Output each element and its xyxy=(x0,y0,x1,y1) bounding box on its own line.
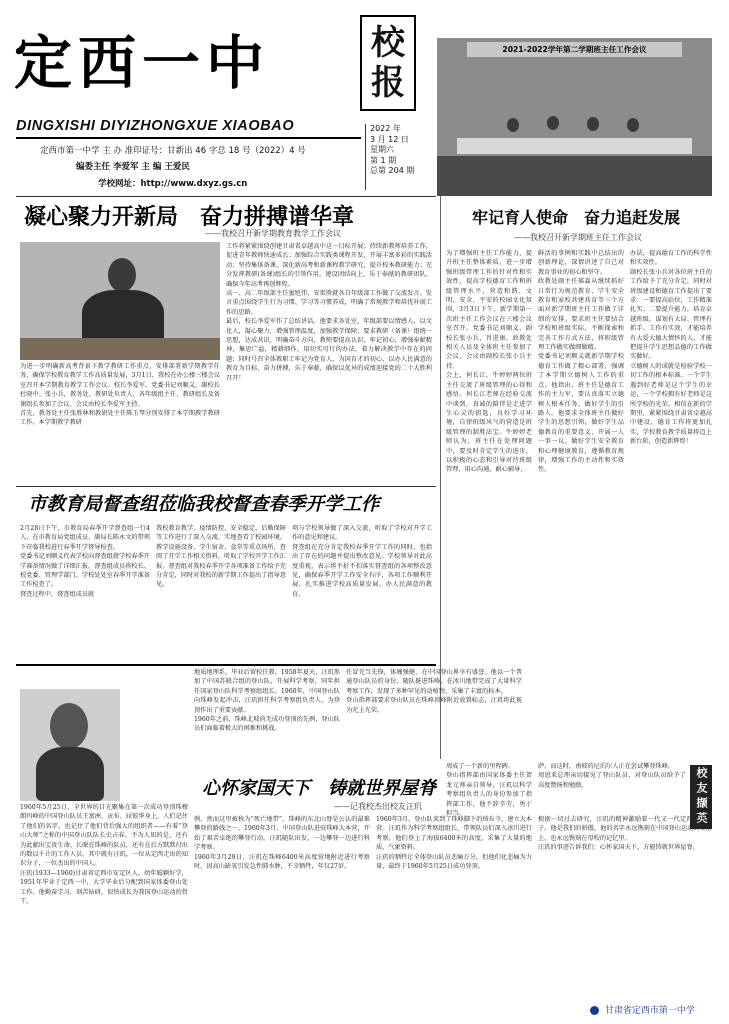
alumni-portrait xyxy=(20,689,120,801)
date-weekday: 星期六 xyxy=(370,145,394,154)
article1-principal-photo xyxy=(20,242,220,360)
article4-headline: 心怀家国天下 铸就世界屋脊 xyxy=(202,778,436,799)
total-issue-number: 总第 204 期 xyxy=(370,166,415,175)
meeting-photo xyxy=(437,38,712,196)
article3-text-col1: 2月28日下午，市教育局春季开学督查组一行4人，在市教育局党组成员、副局长陈永文的带领下莅临我校进行春季开学督导检查。 党委书记刘顺义代表学校向督查组就学校春季开学准备情况做了详细汇报，督查组成员将校长、校党委、管理学部门、学校处处室春季开学准备工作检查了。 督查过程中，督查组成员就 xyxy=(20,525,150,598)
principal-head-icon xyxy=(108,258,136,292)
date-month-day: 3 月 12 日 xyxy=(370,134,409,144)
date-year: 2022 年 xyxy=(370,124,401,133)
meeting-photo-banner: 2021-2022学年第二学期班主任工作会议 xyxy=(467,42,682,57)
article3-text-col2: 我校教育教学、疫情防控、安全稳定、后勤保障等工作进行了深入交流，实地查看了校园环境、教学设施设备、学生宿舍、食堂等重点场所，查阅了开学工作相关资料，听取了学校开学工作汇报。督查组对我校春季开学各项准备工作给予充分肯定，同时对我校的新学期工作提出了指导意见。 xyxy=(156,525,286,589)
xiaobao-char-2: 报 xyxy=(371,63,405,103)
article3-headline: 市教育局督查组莅临我校督查春季开学工作 xyxy=(28,494,380,515)
footer-text: 甘肃省定西市第一中学 xyxy=(604,1006,695,1016)
article3-text-col3: 项与学校领导做了深入交流，听取了学校对开学工作的意见和建议。 督查组在充分肯定我校春季开学工作的同时，也指出了存在的问题并提出整改意见。学校领导对此高度重视，表示将不折不扣落实督查组的各项整改意见，确保春季开学工作安全有序，各项工作顺利开展，扎实推进学校高质量发展，办人民满意的教育。 xyxy=(292,525,432,598)
meeting-photo-person-icon xyxy=(507,118,519,132)
masthead-publisher-line: 定西市第一中学 主 办 准印证号：甘新出 46 字总 18 号（2022）4 号 xyxy=(40,146,306,156)
principal-desk xyxy=(20,338,220,360)
meeting-photo-person-icon xyxy=(627,118,639,132)
article2-text-col3: 办法，提高德育工作的科学性和实效性。 副校长张小兵对各位班主任的工作给予了充分肯定，同时对班级建设和德育工作提出了要求：一要提高站位，工作精准扎实；二要提升能力，培育卓越班级。谋划有大局、管理有抓手、工作有实效，才能培养有大爱大德大情怀的人，才能把提升学生思想品德的工作做实做好。 立德树人的成就是检验学校一切工作的根本标准。一个学生遇到好老师是这个学生的幸运，一个学校拥有好老师是这所学校的光荣。相信在新的学期里，紧紧围绕甘肃省卓越高中建设，德育工作将更加扎实，学校教育教学质量将迈上新台阶，创造新辉煌！ xyxy=(630,250,712,446)
article4-text-b4: 根据一切过去研究，汪玑的精神激励着一代又一代定西一中学子。他是我们的骄傲，他的名字永远镌刻在中国登山运动的史册上，也永远镌刻在母校的记忆里。 汪玑的事迹告诉我们：心怀家国天下，方能铸就世界屋脊。 xyxy=(538,816,712,852)
issue-number: 第 1 期 xyxy=(370,155,397,165)
article4-text-c4: 周成了一个新的里程碑。 登山指挥部由国家体委主任贺龙元帅亲自领导，汪玑以科学考察组负责人的身份参加了指挥部工作，他不辞辛劳，勇于担当。 xyxy=(446,763,532,818)
masthead-website-line: 学校网址：http://www.dxyz.gs.cn xyxy=(98,179,248,189)
footer-school-name xyxy=(590,1003,695,1016)
meeting-photo-person-icon xyxy=(547,116,559,130)
article3-top-rule xyxy=(16,486,436,487)
top-section-rule xyxy=(16,196,436,197)
article2-headline: 牢记育人使命 奋力追赶发展 xyxy=(472,208,681,227)
article4-text-intro: 1960年5月25日，全世界的目光聚集在第一次成功登顶珠穆朗玛峰的中国登山队员王富洲、贡布、屈银华身上，人们记住了他们的名字，也记住了他们背后强大的组织者——有着“登山大师”之称的中国登山队队长史占春。不为人知的是，还有为此献出宝贵生命、长眠在珠峰的队员，还有在后方默默付出的数以千计的工作人员，其中就有汪玑，一位从定西走出的知识分子，一位杰出的中国人。 汪玑(1933—1960)甘肃省定西市安定区人，幼年聪颖好学，1951年毕业于定西一中，大学毕业后分配到国家体委登山处工作。他勤奋学习，刻苦钻研，很快成长为我国登山运动的骨干。 xyxy=(20,804,188,906)
newspaper-title: 定西一中 xyxy=(14,29,271,97)
masthead-editor-line: 编委主任 李爱军 主 编 王爱民 xyxy=(76,162,190,172)
article1-headline: 凝心聚力开新局 奋力拼搏谱华章 xyxy=(24,204,355,230)
article4-text-c2: 地质地理系，毕业后留校任教。1958年夏天，汪玑参加了中国苏联合组的登山队，开展科学考察，同年担任国家登山队科学考察组组长。1960年，中国登山队向珠峰发起冲击，汪玑担任科学考察组负责人，为登顶作出了重要贡献。 1960年之前，珠峰北坡尚无成功登顶的先例，登山队员们面临着极大的困难和挑战。 xyxy=(194,669,340,733)
article2-text-col1: 为了增强班主任工作能力，提升班主任整体素质，进一步增强班级管理工作的针对性和实效性，提高学校德育工作和班级管理水平，营造和谐、文明、安全、平安的校园文化氛围，3月3日下午，新学期第一次班主任工作会议在三楼会议室召开。党委书记刘顺义，副校长张小兵，肖进康，政教处相关人员及全体班主任参加了会议，会议由副校长张小兵主持。 会上，何长江、牛婷婷两位班主任交流了班级管理的心得和感悟。何长江老师在经验交流中谈到，真诚的陪伴是走进学生心灵的钥匙，良好学习环境，自律班级风气的营造是班级管理的制胜法宝。牛婷婷老师认为，班主任在处理问题中，要及时肯定学生的进步，以积极的心态和引导对待班级管理，用心沟通，耐心辅导， xyxy=(446,250,532,474)
article4-text-b3: 1960年3月，登山队来到了珠峰脚下的绒布寺，建立大本营。汪玑作为科学考察组组长，带领队员们深入冰川进行考察，他们登上了海拔6400米的高度，采集了大量的地质、气象资料。 汪玑的牺牲让全体登山队员悲痛万分，但他们化悲痛为力量，最终于1960年5月25日成功登顶。 xyxy=(376,816,532,871)
article2-text-col2: 鲜活的事例和实践中总结出的创新理论，深情讲述了自己对教育事业的初心和坚守。 政教处副主任郝淼从继续抓好日常行为规范教育、学生安全教育和家校共建共育等三个方面对新学期班主任工作做了详细的安排。要求班主任要结合学校和班级实际，不断探索和完善工作方式方法，将班级管理工作做实做细做精。 党委书记刘顺义就新学期学校德育工作做了精心部署，强调了本学期立德树人工作的重点。他指出，班主任是德育工作的主力军，要认真落实立德树人根本任务，做好学生的引路人。他要求全体班主任做好学生的思想引领，做好学生品德教育的重要意义，开展一人一事一议，做好学生安全教育和心理健康教育，遵循教育规律，增强工作的主动性和实效性。 xyxy=(538,250,624,474)
article2-subhead: ——我校召开新学期班主任工作会议 xyxy=(514,233,642,242)
footer-logo-icon xyxy=(590,1006,599,1015)
masthead-date-box xyxy=(365,124,427,190)
article4-text-c5: 萨，而这时，南坡的尼泊尔人正在尝试攀登珠峰。 周恩来总理亲切接见了登山队员，对登山队员给予了高度赞扬和勉励。 xyxy=(538,763,686,789)
masthead-rule xyxy=(16,137,361,139)
meeting-photo-person-icon xyxy=(587,117,599,131)
xiaobao-box xyxy=(360,15,416,111)
alumni-body-icon xyxy=(36,747,104,801)
newspaper-pinyin: DINGXISHI DIYIZHONGXUE XIAOBAO xyxy=(16,118,295,134)
article4-subhead: ——记我校杰出校友汪玑 xyxy=(334,802,422,811)
meeting-photo-table xyxy=(457,138,692,154)
article1-subhead: ——我校召开新学期教育教学工作会议 xyxy=(205,229,341,238)
alumni-head-icon xyxy=(50,703,88,749)
article4-text-b2: 例。然而这里被称为“死亡地带”，珠峰的东北山脊是公认的最难攀登的路线之一。1960年3月，中国登山队进驻珠峰大本营，开始了艰苦卓绝的攀登行动。汪玑随队出发，一边攀登一边进行科学考察。 1960年3月29日，汪玑在珠峰6400米高度营地附近进行考察时，因高山缺氧引发急性肺水肿，不幸牺牲，年仅27岁。 xyxy=(194,816,370,871)
alumni-section-tag: 校友撷英 xyxy=(690,765,712,829)
article1-text-left: 为进一步明确新高考背景下教学教研工作重点，安排部署新学期教学任务，确保学校教育教学工作高质量发展，3月1日，我校在办公楼三楼会议室召开本学期教育教学工作会议。校长李爱军、党委书记刘顺义，副校长杜晓中、张小兵，教务处、教研处负责人、各年级组主任、教研组长及备课组长参加了会议。会议由校长李爱军主持。 首先，教务处主任张胜林和教研处主任陈玉琴分别安排了本学期教学教研工作。本学期教学教研 xyxy=(20,363,220,427)
xiaobao-char-1: 校 xyxy=(371,23,405,63)
article4-text-c3: 任冒充当先锋，体魄强健，在中国登山界享有盛誉。他以一个普通登山队员的身份，随队挺进珠峰，在冰川地带完成了大量科学考察工作，发现了多种罕见的动植物，采集了丰富的标本。 登山指挥部要求登山队员在珠峰顶峰附近放置标志，汪玑将此视为无上光荣。 xyxy=(346,669,522,714)
article1-text-right: 工作将紧紧围绕创建甘肃省卓越高中这一目标开展；持续新教师培养工作，促进青年教师快速成长；加强综合实践类课程开发，开展丰富多彩的实践活动；坚持集体备课，深化新高考和新课程教学研究，提升校本教研能力；充分发挥教研(备课)组长的引领作用，建设团结向上、乐于奉献的教研团队，确保今年高考再创辉煌。 高一、高二年级部主任蜜旭伟、安雷胜就各自年级部工作做了交流发言。发言重点围绕学生行为习惯、学习等习惯养成，明确了常规教学和培优补弱工作的思路。 最后，校长李爱军作了总结讲话。他要求各处室、年级部要以情感人，以文化人，凝心聚力，增强管理温度，加强教学保障；要求教研（备课）组统一思想，达成共识，明确奋斗方向，教师要提高认识，牢记初心，增强奉献精神，集思广益，精耕细作，用切实可行的办法，着力解决教学中存在的问题；同时号召全体教职工牢记为党育人、为国育才的初心，以办人民满意的教育为目标，奋力拼搏，乐于奉献，确保以优异的成绩迎接党的二十大胜利召开！ xyxy=(226,243,432,382)
article4-top-rule xyxy=(16,664,436,666)
meeting-photo-audience xyxy=(437,156,712,196)
